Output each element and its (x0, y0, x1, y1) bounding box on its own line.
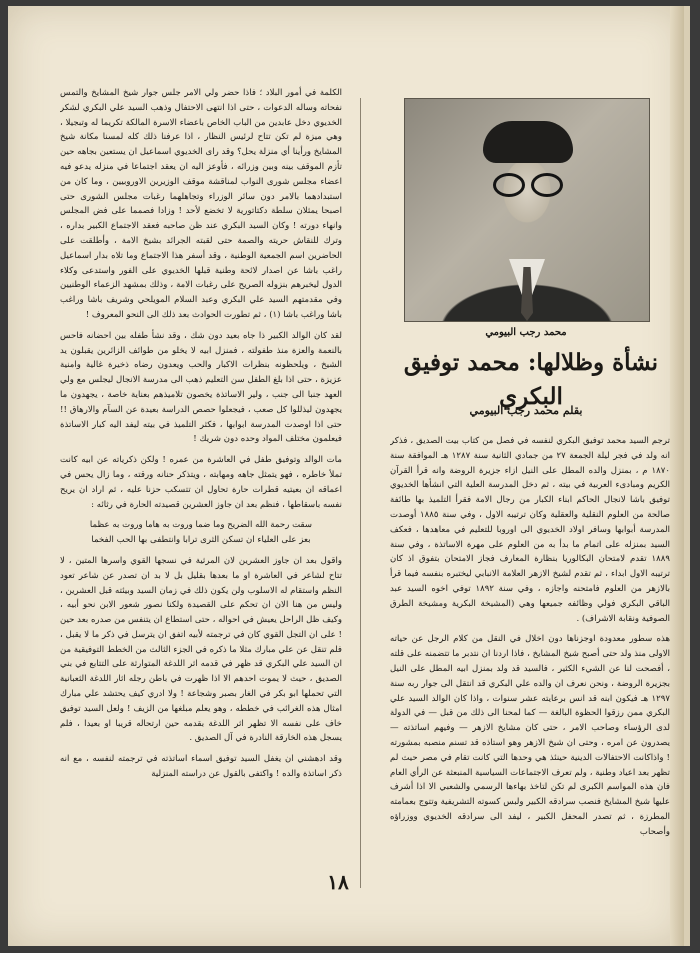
paragraph: ترجم السيد محمد توفيق البكري لنفسه في فصل من كتاب بيت الصديق ، فذكر انه ولد في فجر ليلة الجمعة ٢٧ من جمادي الثانية سنة ١٢٨٧ هـ الموافقة سنة ١٨٧٠ م ، بمنزل والده المطل على النيل ازاء جزيرة الروضة وانه قرأ القرآن الكريم ومبادىء العربية في بيته ، ثم دخل المدرسة العلية التي انشأها الخديوي توفيق باشا لانجال الحاكم ابناء الكبار من رجال الامة فقرأ التلميذ بها طائفة صالحة من العلوم النقلية والعقلية وكان ترتيبه الاول ، وفي سنة ١٨٨٥ أوصدت المدرسة أبوابها وسافر اولاد الخديوي الى اوروبا للتعليم في معاهدها ، فعكف السيد بمنزله على اتمام ما بدأ به من العلوم على مهرة الاساتذة ، وفي سنة ١٨٨٩ تقدم لامتحان البكالوريا بنظارة المعارف فجاز الامتحان بتفوق اذ كان ترتيبه الاول ابداء ، ثم تقدم لشيخ الازهر العلامة الانبابي ليختبره بنفسه فيما قرأ بالازهر من العلوم فامتحنه واجازه ، وفي سنة ١٨٩٢ توفي اخوه السيد عبد الباقي البكري فولي وظائفه جميعها وهي (المشيخة البكرية ومشيخة الطرق الصوفية ونقابة الاشراف) . (390, 436, 670, 624)
left-text-column (60, 86, 342, 856)
paragraph: الكلمة في أمور البلاد ؛ فاذا حضر ولي الامر جلس جوار شيخ المشايخ والتمس نفحاته وساله الدعوات ، حتى اذا انتهى الاحتفال وذهب السيد علي البكري لشكر الخديوي دخل عابدين من الباب الخاص باعضاء الاسرة المالكة تكريما له وتبجيلا ، وهي ميزة لم تكن تتاح لرئيس النظار ، اذا عرفنا ذلك كله لمسنا مكانة شيخ المشايخ ورأينا أي منزلة يحل؟ وقد راى الخديوي اسماعيل ان يستعين بجاهه حين تأزم الموقف بينه وبين وزرائه ، فأوعز اليه ان يعقد اجتماعا في منزله يدعو فيه اعضاء مجلس شورى النواب لمناقشة موقف الوزيرين الاوروبيين ، وما كان من استبدادهما بالامر دون سائر الوزراء وتجاهلهما رغبات مجلس الشورى حتى اصبحا يمثلان سلطة دكتاتورية لا تخضع لأحد ! وزادا فصمما على فض المجلس وانهاء دورته ! وكان السيد البكري عند ظن صاحبه فعقد الاجتماع الكبير بداره ، وترك للنقاش حريته والصمة حتى لقبته الجرائد بشيخ الامة ، وأطلقت على الحاضرين اسم الجمعية الوطنية ، وقد أسفر هذا الاجتماع وما تلاه بدار اسماعيل راغب باشا عن اصدار لائحة وطنية قبلها الخديوي على الفور واستدعى وكلاء الدول ليخبرهم بنزوله الصريح على رغبات الامة ، وذلك بمشهد الزعماء الوطنيين وفي مقدمتهم السيد علي البكري وعبد السلام المويلحي وشريف باشا وراغب باشا وراغب باشا (١) ، ثم تطورت الحوادث بعد ذلك الى النحو المعروف ! (60, 88, 342, 320)
column-divider (360, 98, 361, 888)
page-number: ١٨ (327, 870, 349, 894)
poem-verse: سقت رحمة الله الضريح وما ضما وروت به هاما وروت به عظما (89, 520, 313, 531)
right-text-column (390, 434, 670, 914)
author-portrait-photo (404, 98, 650, 322)
photo-caption: محمد رجب البيومي (485, 327, 567, 338)
magazine-page (8, 6, 690, 946)
paragraph: واقول بعد ان جاوز العشرين لان المرثية في نسجها القوي واسرها المتين ، لا تتاح لشاعر في العاشرة او ما بعدها بقليل بل لا بد ان تصدر عن شاعر تعود النظم واستقام له الاسلوب ولن يكون ذلك في زمان السيد وبيئته قبل العشرين ، وليس من هنا الان ان تحكم على القصيدة ولكنا نصور شعور الابن نحو أبيه ، وكيف ظل الراحل يعيش في احواله ، حتى استطاع ان يتنفس من صدره بعد حين ! على ان التجل القوي كان في ترجمته لأبيه اتفق ان يترسل في ذكر ما لا يقبل ، فلم تنقل عن علي مبارك مثلا ما ذكره في الجزء الثالث من الخطط التوفيقية من ان السيد علي البكري قد ظهر في قدمه اثر اللدغة المتوارثة على التتابع في بني الصديق ، حيث لا يموت احدهم الا اذا ظهرت في باطن رجله اثار اللدغة الثعبانية التي تحملها ابو بكر في الغار بصبر وشجاعة ! ولا ادري كيف يحتشد علي مبارك امثال هذه الغرائب في خططه ، وهو يعلم مبلغها من الزيف ! ولعل السيد توفيق خاف على نفسه الا تظهر اثر اللدغة بقدمه حين ارتحاله قريبا او بعيدا ، فلم يسجل هذه الخارقة النادرة في آل الصديق . (60, 555, 342, 744)
paragraph: لقد كان الوالد الكبير ذا جاه بعيد دون شك ، وقد نشأ طفله بين احضانه فاحس بالنعمة والعزة منذ طفولته ، فمنزل ابيه لا يخلو من طوائف الزائرين يقبلون يد الشيخ ، ويلحظونه بنظرات الاكبار والحب ويعدون رضاه ذخيرة غالية وامنية عزيزة ، حتى اذا بلغ الطفل سن التعليم ذهب الى مدرسة الانجال ليجلس مع ولي العهد جنبا الى جنب ، ولير الاساتذة يخصون تلاميذهم بعناية خاصة ، يجهدون ما يجهدون ليذللوا كل صعب ، فيجعلوا حصص الدراسة بعيدة عن السآم والارهاق !! حتى اذا اوصدت المدرسة ابوابها ، فكثر التلميذ في بيته ليفد اليه كبار الاساتذة فيعلمون مختلف المواد وحده دون شريك ! (60, 330, 342, 445)
paragraph: مات الوالد وتوفيق طفل في العاشرة من عمره ! ولكن ذكرياته عن ابيه كانت تملأ خاطره ، فهو يتمثل جاهه ومهابته ، ويتذكر حنانه ورقته ، وما زال يحس في اعماقه ان بعيتيه قطرات حارة تحاول ان تتسكب حزنا عليه ، ثم اراد ان يريح نفسه باسقاطها ، فنظم بعد ان جاوز العشرين قصيدته الحارة في رثائه : (60, 455, 342, 510)
paragraph: هذه سطور معدودة اوجزناها دون اخلال في النقل من كلام الرجل عن حياته الاولى منذ ولد حتى أصبح شيخ المشايخ ، فاذا اردنا ان نتدبر ما تتضمنه على قلته ، أفصحت لنا عن الشيء الكثير ، فالسيد قد ولد بمنزل ابيه المطل على النيل بجزيرة الروضة ، ونحن نعرف ان والده علي البكري قد انتقل الى جوار ربه سنة ١٢٩٧ هـ فيكون ابنه قد انس برعايته عشر سنوات ، واذا كان الوالد السيد علي البكري ممن رزقوا الحظوة البالغة — كما لمحنا الى ذلك من قبل — في الدولة لدى الرؤساء وصاحب الامر ، حتى كان مشايخ الازهر — وفيهم اساتذته — يصدرون عن امره ، وحتى ان شيخ الازهر وهو استاذه قد تسنم منصبه بمشورته ! واذاكانت الاحتفالات الدينية حينئذ هي وحدها التي كانت تقام في مصر حيث لم تظهر بعد اعياد وطنية ، ولم تعرف الاجتماعات السياسية المنبعثة عن الرأي العام فان هذه المواسم الكبرى لم تكن لتاخذ بهاءها الرسمي والشعبي الا اذا أشرف عليها شيخ المشايخ فنصب سرادقه الكبير ولبس كسوته التشريفية وتتوج بعمامته المطرزة ، ثم تصدر المحفل الكبير ، ليفد الى سرادقه الخديوي ووزراؤه وأصحاب (390, 634, 670, 837)
article-title: نشأة وظلالها: محمد توفيق البكري (403, 349, 659, 410)
paragraph: وقد ادهشني ان يغفل السيد توفيق اسماء اساتذته في ترجمته لنفسه ، مع انه ذكر اساتذة والده ! واكتفى بالقول عن دراسته المنزلية (60, 754, 342, 780)
glasses-icon (493, 173, 563, 193)
portrait-hair (483, 121, 573, 163)
page-spine (670, 6, 684, 946)
article-byline: بقلم محمد رجب البيومي (469, 404, 583, 417)
poem-verse: بعز على العلياء ان تسكن الثرى ترابا وانتطفى بها الحب الفخما (91, 535, 311, 546)
